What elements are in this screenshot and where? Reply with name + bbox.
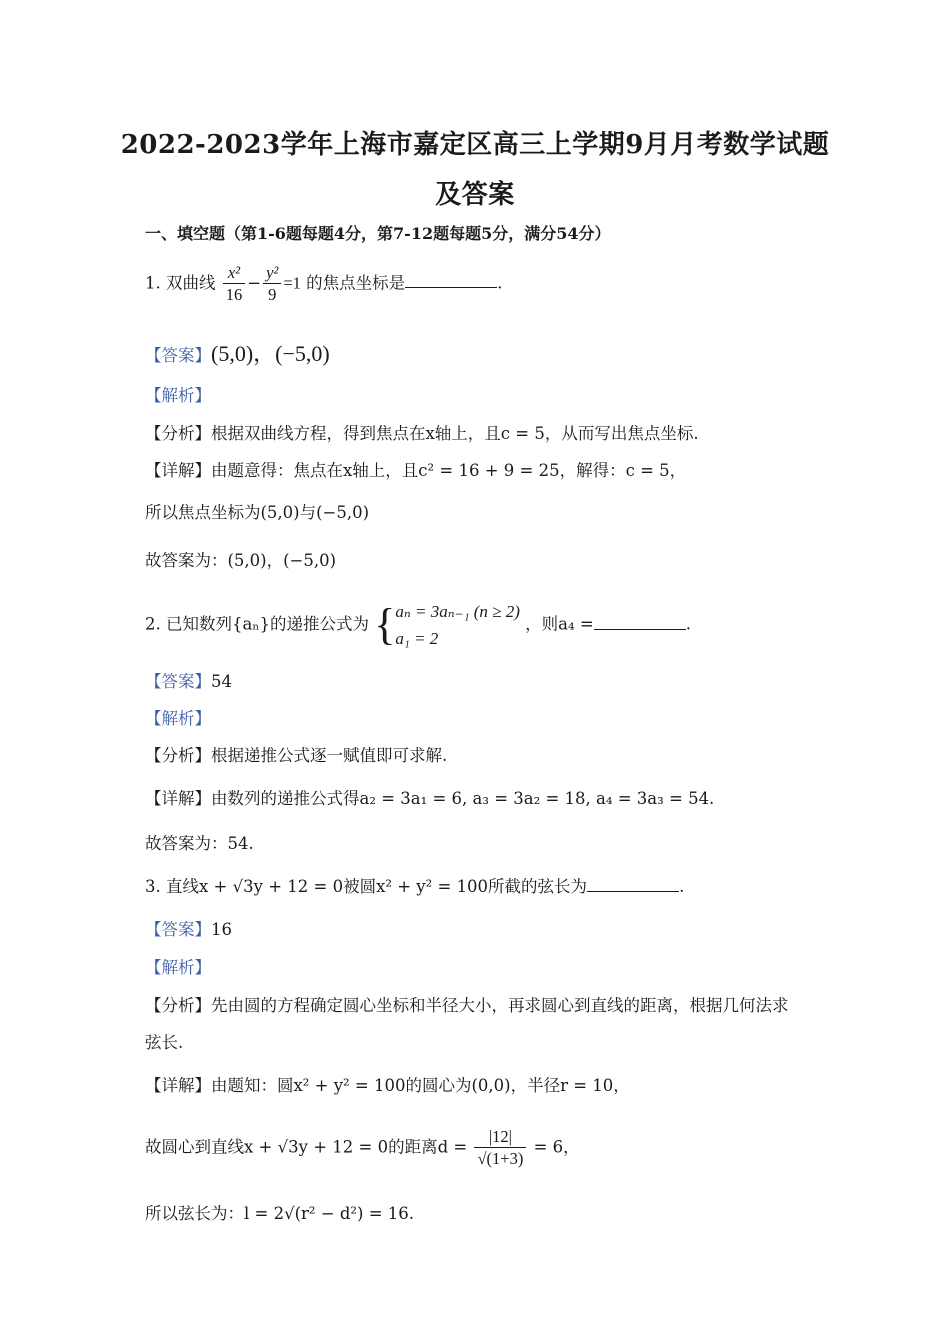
document-title-line2: 及答案 <box>435 180 515 210</box>
answer-tag: 【答案】 <box>145 346 211 365</box>
xiangjie-tag: 【详解】 <box>145 461 211 480</box>
question-2: 2. 已知数列{aₙ}的递推公式为 { aₙ = 3aₙ₋₁ (n ≥ 2) a₁ = 2 ，则a₄ = . <box>145 598 691 652</box>
detail-1 <box>145 461 686 481</box>
question-text-pre: 已知数列{aₙ}的递推公式为 <box>166 614 369 634</box>
analysis-3 <box>145 996 789 1016</box>
question-text-pre: 双曲线 <box>166 273 216 293</box>
answer-line-2 <box>145 672 232 692</box>
xiangjie-tag: 【详解】 <box>145 1076 211 1095</box>
xiangjie-tag: 【详解】 <box>145 789 211 808</box>
detail-1-line2: 所以焦点坐标为(5,0)与(−5,0) <box>145 503 370 522</box>
answer-value: 54 <box>211 672 232 691</box>
question-number: 1. <box>145 273 161 293</box>
recurrence-system: { aₙ = 3aₙ₋₁ (n ≥ 2) a₁ = 2 <box>374 599 520 649</box>
fenxi-tag: 【分析】 <box>145 424 211 443</box>
question-number: 3. <box>145 877 161 896</box>
detail-text: 由题知：圆x² + y² = 100的圆心为(0,0)，半径r = 10， <box>211 1076 630 1095</box>
question-text: 直线x + √3y + 12 = 0被圆x² + y² = 100所截的弦长为 <box>166 877 588 896</box>
chord-length-line: 所以弦长为：l = 2√(r² − d²) = 16. <box>145 1204 415 1223</box>
analysis-2 <box>145 746 447 766</box>
answer-blank <box>587 877 679 892</box>
question-3: 3. 直线x + √3y + 12 = 0被圆x² + y² = 100所截的弦长为 . <box>145 877 685 896</box>
fraction-x: $\frac{\text{x²}}{16}$ <box>223 262 246 306</box>
question-number: 2. <box>145 614 161 634</box>
detail-2 <box>145 789 714 809</box>
answer-value: (5,0)，(−5,0) <box>211 341 330 366</box>
question-1: 1. 双曲线 $\frac{\text{x²}}{16}$ − $\frac{\text{y²}}{9}$ =1 的焦点坐标是 . <box>145 263 503 305</box>
analysis-3-line2: 弦长. <box>145 1033 184 1052</box>
detail-3 <box>145 1076 630 1096</box>
answer-tag: 【答案】 <box>145 672 211 691</box>
answer-blank <box>405 273 497 288</box>
fenxi-tag: 【分析】 <box>145 996 211 1015</box>
fraction-y: $\frac{\text{y²}}{9}$ <box>263 262 281 306</box>
distance-text: 故圆心到直线x + √3y + 12 = 0的距离d = <box>145 1137 468 1157</box>
answer-line-1 <box>145 341 330 367</box>
distance-line <box>145 1126 580 1170</box>
question-text-post: ，则a₄ = <box>525 614 594 634</box>
detail-text: 由题意得：焦点在x轴上，且c² = 16 + 9 = 25，解得：c = 5， <box>211 461 687 480</box>
analysis-text: 根据双曲线方程，得到焦点在x轴上，且c = 5，从而写出焦点坐标. <box>211 424 699 443</box>
fenxi-tag: 【分析】 <box>145 746 211 765</box>
document-title-line1: 2022-2023学年上海市嘉定区高三上学期9月月考数学试题 <box>120 130 830 160</box>
distance-result: = 6， <box>533 1137 580 1157</box>
answer-blank <box>594 615 686 630</box>
analysis-text: 根据递推公式逐一赋值即可求解. <box>211 746 448 765</box>
analysis-text: 先由圆的方程确定圆心坐标和半径大小，再求圆心到直线的距离，根据几何法求 <box>211 996 789 1015</box>
analysis-1 <box>145 424 699 444</box>
detail-2-line3: 故答案为：54. <box>145 834 254 853</box>
detail-text: 由数列的递推公式得a₂ = 3a₁ = 6, a₃ = 3a₂ = 18, a₄ = 3a₃ = 54. <box>211 789 715 808</box>
question-text-post: 的焦点坐标是 <box>306 273 406 293</box>
answer-tag: 【答案】 <box>145 920 211 939</box>
jiexi-tag-1: 【解析】 <box>145 386 211 405</box>
distance-fraction: $\frac{|12|}{√(1+3)}$ <box>474 1126 526 1170</box>
answer-line-3 <box>145 920 232 940</box>
answer-value: 16 <box>211 920 232 939</box>
jiexi-tag-3: 【解析】 <box>145 958 211 977</box>
section-heading: 一、填空题（第1-6题每题4分，第7-12题每题5分，满分54分） <box>145 224 611 243</box>
detail-1-line3: 故答案为：(5,0)，(−5,0) <box>145 551 337 570</box>
jiexi-tag-2: 【解析】 <box>145 709 211 728</box>
